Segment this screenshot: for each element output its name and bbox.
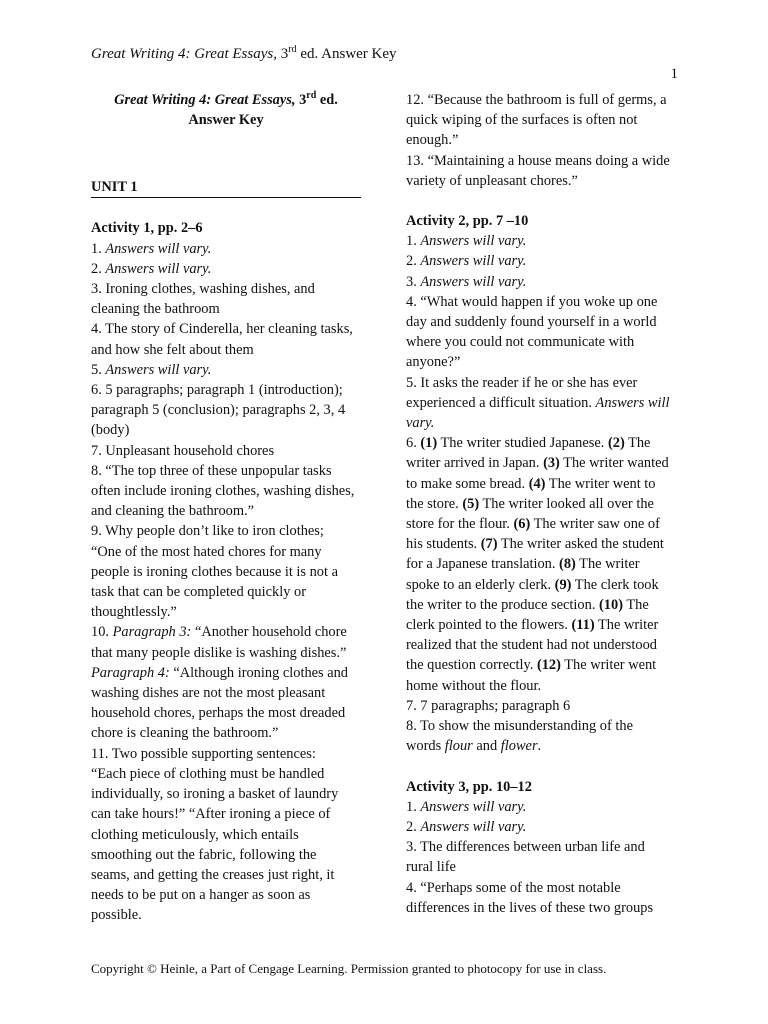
- text-run: (7): [480, 536, 498, 553]
- answer-line: [91, 845, 373, 865]
- answer-line: [91, 703, 373, 723]
- header-edition-number: 3: [280, 46, 289, 62]
- text-run: quick wiping of the surfaces is often not: [406, 112, 638, 129]
- answer-line: [406, 878, 688, 898]
- answer-line: [406, 554, 688, 574]
- text-run: individually, so ironing a basket of laundry: [91, 786, 339, 803]
- answer-line: [91, 360, 373, 380]
- text-run: 13. “Maintaining a house means doing a wide: [406, 152, 670, 169]
- activity-3-answers: [406, 797, 688, 918]
- answer-line: [406, 453, 688, 473]
- text-run: variety of unpleasant chores.”: [406, 172, 578, 189]
- answer-line: [406, 635, 688, 655]
- text-run: The writer went: [560, 657, 657, 674]
- text-run: day and suddenly found yourself in a world: [406, 314, 657, 331]
- left-column: [91, 90, 373, 926]
- text-run: washing dishes are not the most pleasant: [91, 685, 326, 702]
- answer-line: [91, 279, 373, 299]
- text-run: “Although ironing clothes and: [169, 664, 349, 681]
- text-run: 3. The differences between urban life and: [406, 839, 645, 856]
- header-book-title: Great Writing 4: Great Essays,: [91, 46, 277, 62]
- answer-line: [406, 736, 688, 756]
- text-run: paragraph 5 (conclusion); paragraphs 2, 3, 4: [91, 402, 346, 419]
- answer-line: [91, 744, 373, 764]
- answer-line: [406, 494, 688, 514]
- title-edition-number: 3: [299, 92, 307, 108]
- text-run: The writer saw one of: [530, 516, 660, 533]
- text-run: 8. “The top three of these unpopular tasks: [91, 462, 332, 479]
- text-run: (10): [599, 596, 623, 613]
- text-run: spoke to an elderly clerk.: [406, 576, 555, 593]
- answer-line: [91, 400, 373, 420]
- answer-line: [406, 292, 688, 312]
- text-run: (11): [571, 617, 595, 634]
- text-run: differences in the lives of these two groups: [406, 899, 654, 916]
- text-run: 10.: [91, 624, 113, 641]
- text-run: The writer: [575, 556, 640, 573]
- text-run: (1): [420, 435, 438, 452]
- activity-1-answers-continued: [406, 90, 688, 191]
- text-run: The writer studied Japanese.: [437, 435, 608, 452]
- text-run: The writer asked the student: [497, 536, 664, 553]
- text-run: 6.: [406, 435, 421, 452]
- answer-line: [406, 130, 688, 150]
- text-run: cleaning the bathroom: [91, 301, 220, 318]
- text-run: that many people dislike is washing dishes.”: [91, 644, 347, 661]
- text-run: store for the flour.: [406, 516, 514, 533]
- text-run: the writer to the produce section.: [406, 596, 600, 613]
- text-run: 9. Why people don’t like to iron clothes;: [91, 523, 324, 540]
- text-run: thoughtlessly.”: [91, 604, 177, 621]
- answer-line: [406, 373, 688, 393]
- answer-line: [406, 151, 688, 171]
- running-header: [91, 44, 397, 64]
- right-column: [406, 90, 688, 918]
- answer-line: [406, 595, 688, 615]
- text-run: people is ironing clothes because it is not a: [91, 563, 338, 580]
- text-run: can take hours!” “After ironing a piece of: [91, 806, 331, 823]
- text-run: flower: [500, 738, 538, 755]
- text-run: where you could not communicate with: [406, 334, 635, 351]
- text-run: the question correctly.: [406, 657, 537, 674]
- text-run: The writer: [594, 617, 659, 634]
- activity-2-answers: [406, 231, 688, 756]
- text-run: “Each piece of clothing must be handled: [91, 765, 325, 782]
- answer-line: [406, 857, 688, 877]
- answer-line: [91, 784, 373, 804]
- text-run: words: [406, 738, 445, 755]
- answer-line: [406, 272, 688, 292]
- text-run: 3.: [406, 273, 421, 290]
- text-run: experienced a difficult situation.: [406, 394, 596, 411]
- text-run: The clerk took: [571, 576, 659, 593]
- answer-line: [91, 259, 373, 279]
- text-run: The writer went to: [545, 475, 656, 492]
- answer-line: [91, 723, 373, 743]
- answer-line: [91, 764, 373, 784]
- header-edition-suffix: rd: [288, 44, 297, 55]
- title-answer-key: Answer Key: [188, 112, 264, 129]
- answer-line: [91, 481, 373, 501]
- text-run: rural life: [406, 859, 456, 876]
- text-run: 1.: [406, 798, 421, 815]
- answer-line: [406, 433, 688, 453]
- answer-line: [406, 655, 688, 675]
- text-run: “Another household chore: [191, 624, 347, 641]
- answer-line: [91, 865, 373, 885]
- text-run: Answers will vary.: [420, 798, 527, 815]
- answer-line: [406, 110, 688, 130]
- text-run: 2.: [406, 253, 421, 270]
- text-run: The writer wanted: [559, 455, 669, 472]
- answer-line: [91, 461, 373, 481]
- copyright-footer: Copyright © Heinle, a Part of Cengage Learning. Permission granted to photocopy for use in class.: [91, 961, 607, 976]
- answer-line: [91, 825, 373, 845]
- text-run: Answers will vary.: [105, 260, 212, 277]
- text-run: home without the flour.: [406, 677, 542, 694]
- answer-line: [91, 239, 373, 259]
- text-run: 2.: [91, 260, 106, 277]
- text-run: 8. To show the misunderstanding of the: [406, 718, 633, 735]
- text-run: 7. Unpleasant household chores: [91, 442, 275, 459]
- answer-line: [91, 319, 373, 339]
- answer-line: [91, 340, 373, 360]
- text-run: and how she felt about them: [91, 341, 254, 358]
- text-run: Paragraph 3:: [112, 624, 192, 641]
- answer-line: [406, 474, 688, 494]
- answer-line: [91, 562, 373, 582]
- text-run: 5. It asks the reader if he or she has ever: [406, 374, 638, 391]
- answer-line: [91, 582, 373, 602]
- text-run: “One of the most hated chores for many: [91, 543, 322, 560]
- text-run: Answers will vary.: [420, 253, 527, 270]
- title-edition-suffix: rd: [306, 90, 317, 101]
- answer-line: [406, 332, 688, 352]
- answer-line: [406, 231, 688, 251]
- answer-line: [91, 542, 373, 562]
- activity-heading: Activity 2, pp. 7 –10: [406, 213, 529, 230]
- text-run: enough.”: [406, 132, 459, 149]
- text-run: needs to be put on a hanger as soon as: [91, 887, 311, 904]
- answer-line: [406, 171, 688, 191]
- text-run: clothing meticulously, which entails: [91, 826, 299, 843]
- text-run: Answers will vary.: [420, 818, 527, 835]
- text-run: smoothing out the fabric, following the: [91, 846, 317, 863]
- section-gap: [406, 757, 688, 777]
- title-edition-label: ed.: [319, 92, 338, 108]
- unit-heading: UNIT 1: [91, 178, 361, 198]
- answer-line: [91, 885, 373, 905]
- answer-line: [91, 663, 373, 683]
- answer-line: [406, 534, 688, 554]
- answer-line: [91, 602, 373, 622]
- text-run: Answers will vary.: [105, 361, 212, 378]
- text-run: clerk pointed to the flowers.: [406, 617, 572, 634]
- answer-line: [406, 676, 688, 696]
- text-run: (body): [91, 422, 130, 439]
- text-run: (9): [554, 576, 572, 593]
- text-run: (3): [543, 455, 560, 472]
- text-run: often include ironing clothes, washing dishes,: [91, 483, 355, 500]
- answer-line: [406, 575, 688, 595]
- text-run: Answers will: [595, 394, 670, 411]
- text-run: Answers will vary.: [420, 233, 527, 250]
- text-run: the store.: [406, 495, 463, 512]
- text-run: task that can be completed quickly or: [91, 584, 306, 601]
- text-run: 7. 7 paragraphs; paragraph 6: [406, 697, 571, 714]
- text-run: 4. The story of Cinderella, her cleaning tasks,: [91, 321, 353, 338]
- text-run: chore is cleaning the bathroom.”: [91, 725, 279, 742]
- page-number: 1: [670, 66, 678, 82]
- answer-line: [91, 804, 373, 824]
- text-run: Answers will vary.: [105, 240, 212, 257]
- text-run: writer arrived in Japan.: [406, 455, 544, 472]
- answer-line: [91, 683, 373, 703]
- text-run: 5.: [91, 361, 106, 378]
- text-run: 6. 5 paragraphs; paragraph 1 (introduction);: [91, 382, 343, 399]
- answer-line: [406, 837, 688, 857]
- text-run: and cleaning the bathroom.”: [91, 503, 255, 520]
- answer-line: [91, 643, 373, 663]
- answer-line: [406, 615, 688, 635]
- text-run: The: [623, 596, 649, 613]
- answer-line: [406, 817, 688, 837]
- text-run: and: [472, 738, 501, 755]
- answer-line: [91, 501, 373, 521]
- title-book-name: Great Writing 4: Great Essays,: [114, 92, 296, 108]
- text-run: The writer looked all over the: [479, 495, 654, 512]
- section-gap: [406, 191, 688, 211]
- text-run: (8): [559, 556, 576, 573]
- document-title: [91, 90, 361, 130]
- text-run: 1.: [91, 240, 106, 257]
- answer-line: [91, 521, 373, 541]
- answer-line: [406, 898, 688, 918]
- text-run: (12): [536, 657, 561, 674]
- text-run: 11. Two possible supporting sentences:: [91, 745, 316, 762]
- text-run: flour: [444, 738, 473, 755]
- text-run: 3. Ironing clothes, washing dishes, and: [91, 281, 315, 298]
- activity-heading: Activity 3, pp. 10–12: [406, 778, 532, 795]
- answer-line: [406, 514, 688, 534]
- answer-line: [406, 413, 688, 433]
- header-answer-key: ed. Answer Key: [300, 46, 397, 62]
- text-run: (4): [528, 475, 546, 492]
- answer-line: [406, 393, 688, 413]
- answer-line: [406, 716, 688, 736]
- answer-line: [91, 622, 373, 642]
- text-run: household chores, perhaps the most dreaded: [91, 705, 346, 722]
- answer-line: [406, 696, 688, 716]
- text-run: realized that the student had not understood: [406, 637, 657, 654]
- text-run: possible.: [91, 907, 142, 924]
- text-run: Answers will vary.: [420, 273, 527, 290]
- answer-line: [91, 380, 373, 400]
- text-run: 2.: [406, 818, 421, 835]
- text-run: 1.: [406, 233, 421, 250]
- answer-line: [406, 352, 688, 372]
- text-run: 12. “Because the bathroom is full of germs, a: [406, 92, 667, 108]
- text-run: his students.: [406, 536, 481, 553]
- answer-line: [91, 441, 373, 461]
- text-run: 4. “What would happen if you woke up one: [406, 293, 658, 310]
- text-run: to make some bread.: [406, 475, 529, 492]
- answer-line: [91, 905, 373, 925]
- answer-line: [406, 251, 688, 271]
- text-run: .: [537, 738, 542, 755]
- text-run: seams, and getting the creases just right, it: [91, 866, 335, 883]
- text-run: (5): [462, 495, 480, 512]
- answer-line: [91, 420, 373, 440]
- text-run: 4. “Perhaps some of the most notable: [406, 879, 621, 896]
- text-run: (6): [513, 516, 531, 533]
- text-run: anyone?”: [406, 354, 461, 371]
- text-run: vary.: [406, 415, 435, 432]
- activity-1-answers: [91, 239, 373, 926]
- answer-line: [406, 797, 688, 817]
- text-run: for a Japanese translation.: [406, 556, 560, 573]
- answer-line: [91, 299, 373, 319]
- text-run: The: [624, 435, 651, 452]
- answer-line: [406, 312, 688, 332]
- answer-line: [406, 90, 688, 110]
- text-run: (2): [607, 435, 625, 452]
- text-run: Paragraph 4:: [91, 664, 170, 681]
- activity-heading: Activity 1, pp. 2–6: [91, 220, 203, 237]
